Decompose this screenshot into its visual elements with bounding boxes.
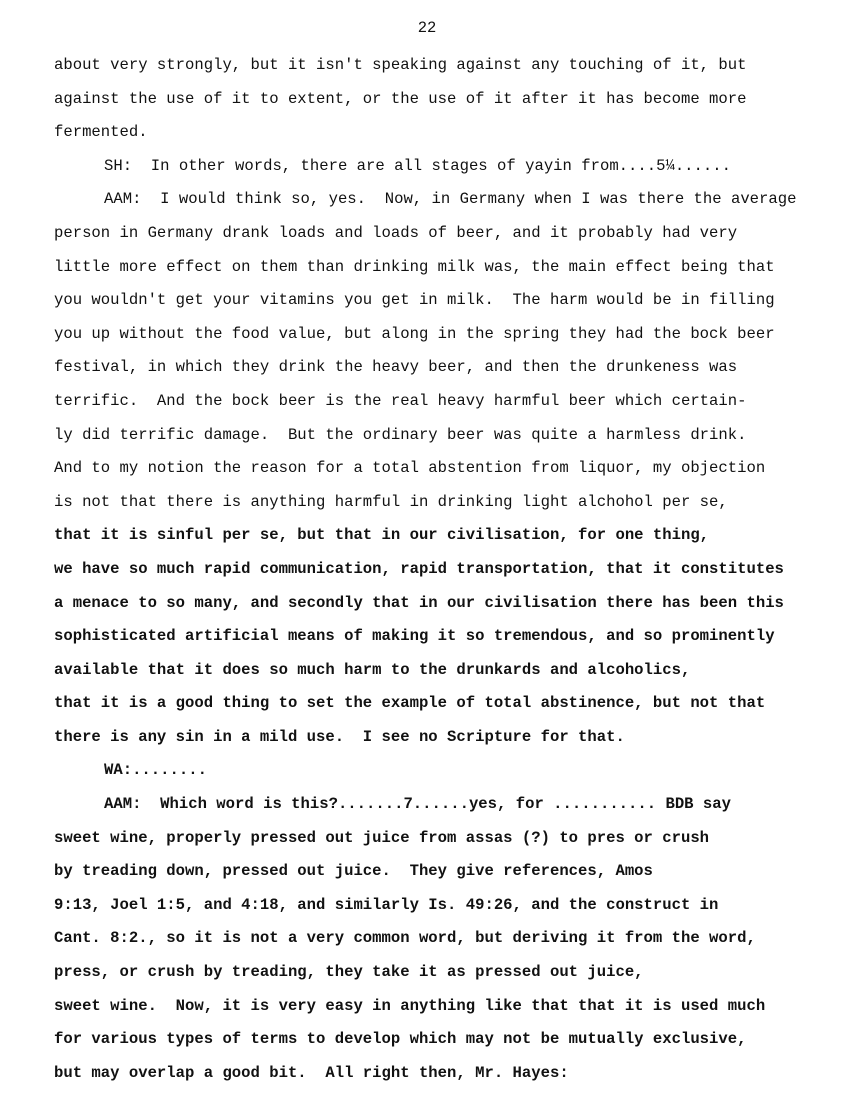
text-line: is not that there is anything harmful in drinking light alchohol per se, (54, 492, 728, 511)
transcript-body (54, 52, 854, 1093)
text-line: sweet wine. Now, it is very easy in anything like that that it is used much (54, 996, 766, 1015)
text-line: that it is a good thing to set the example of total abstinence, but not that (54, 694, 766, 713)
text-line: but may overlap a good bit. All right then, Mr. Hayes: (54, 1063, 569, 1082)
text-line: available that it does so much harm to the drunkards and alcoholics, (54, 660, 691, 679)
text-line: sweet wine, properly pressed out juice from assas (?) to pres or crush (54, 828, 710, 847)
text-line: terrific. And the bock beer is the real heavy harmful beer which certain- (54, 391, 747, 410)
text-line: And to my notion the reason for a total abstention from liquor, my objection (54, 459, 766, 478)
text-line: fermented. (54, 123, 148, 142)
text-line: ly did terrific damage. But the ordinary beer was quite a harmless drink. (54, 425, 747, 444)
text-line: we have so much rapid communication, rapid transportation, that it constitutes (54, 559, 784, 578)
text-line: that it is sinful per se, but that in our civilisation, for one thing, (54, 526, 710, 545)
text-line: WA:........ (104, 761, 207, 780)
text-line: by treading down, pressed out juice. They give references, Amos (54, 862, 653, 881)
text-line: about very strongly, but it isn't speaking against any touching of it, but (54, 56, 747, 74)
text-line: 9:13, Joel 1:5, and 4:18, and similarly Is. 49:26, and the construct in (54, 895, 719, 914)
text-line: SH: In other words, there are all stages of yayin from....5¼...... (104, 156, 731, 175)
text-line: press, or crush by treading, they take it as pressed out juice, (54, 963, 644, 982)
text-line: little more effect on them than drinking milk was, the main effect being that (54, 257, 775, 276)
text-line: you up without the food value, but along in the spring they had the bock beer (54, 324, 775, 343)
text-line: you wouldn't get your vitamins you get in milk. The harm would be in filling (54, 291, 775, 310)
text-line: against the use of it to extent, or the use of it after it has become more (54, 89, 747, 108)
text-line: person in Germany drank loads and loads of beer, and it probably had very (54, 223, 738, 242)
text-line: for various types of terms to develop which may not be mutually exclusive, (54, 1030, 747, 1049)
text-line: festival, in which they drink the heavy beer, and then the drunkeness was (54, 358, 738, 377)
text-line: a menace to so many, and secondly that in our civilisation there has been this (54, 593, 784, 612)
text-line: sophisticated artificial means of making it so tremendous, and so prominently (54, 627, 775, 646)
page-number: 22 (417, 19, 437, 37)
text-line: there is any sin in a mild use. I see no Scripture for that. (54, 727, 625, 746)
text-line: AAM: Which word is this?.......7......yes, for ........... BDB say (104, 795, 731, 814)
text-line: Cant. 8:2., so it is not a very common word, but deriving it from the word, (54, 929, 756, 948)
text-line: AAM: I would think so, yes. Now, in Germany when I was there the average (104, 190, 797, 209)
